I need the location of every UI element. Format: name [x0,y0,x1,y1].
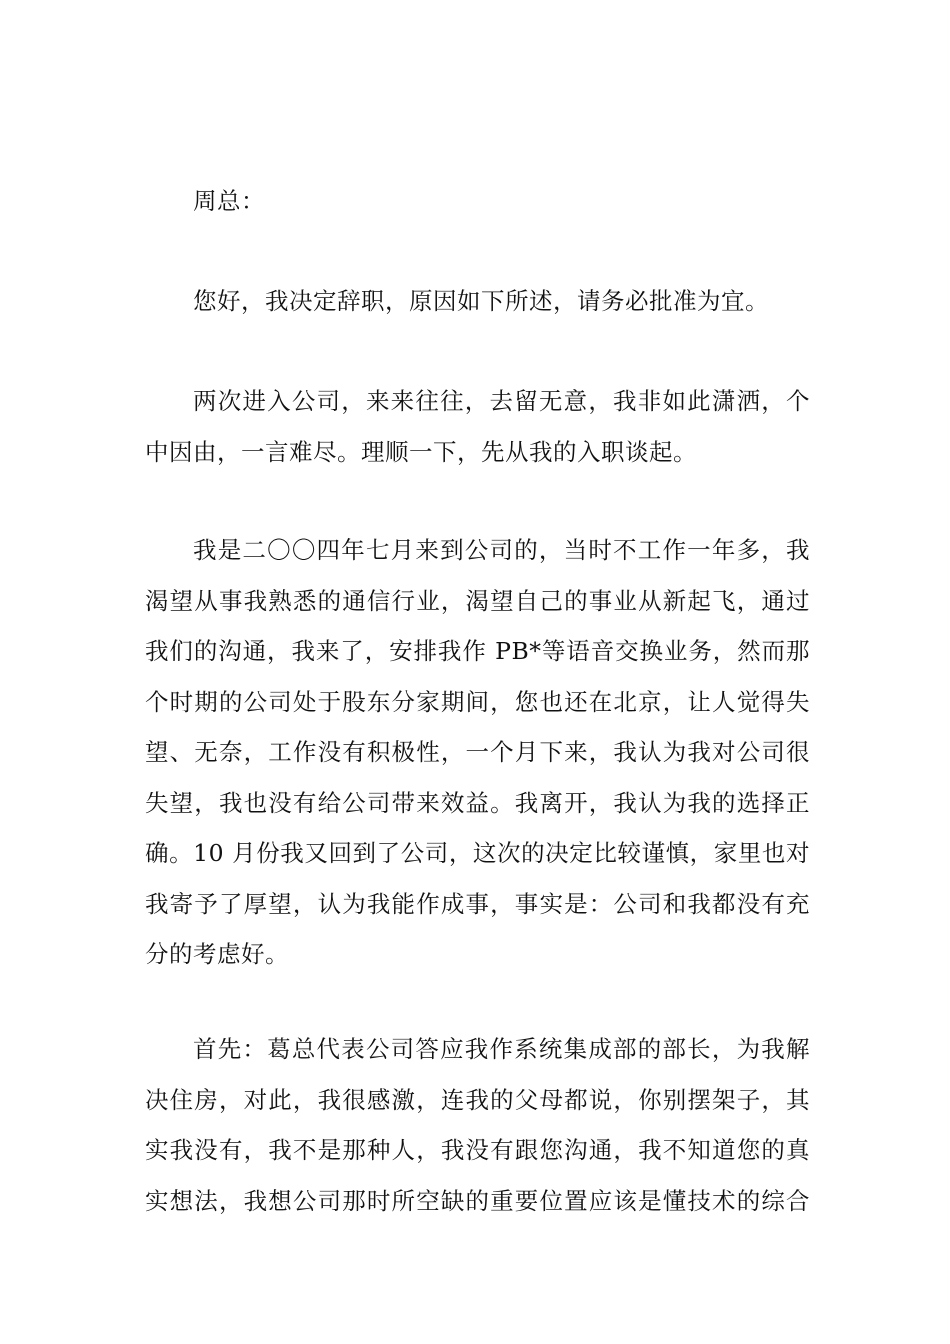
paragraph-line: 望、无奈，工作没有积极性，一个月下来，我认为我对公司很 [145,738,810,766]
paragraph-line: 两次进入公司，来来往往，去留无意，我非如此潇洒，个 [193,387,810,415]
salutation-text: 周总： [193,187,265,215]
paragraph-line: 我寄予了厚望，认为我能作成事，事实是：公司和我都没有充 [145,889,810,918]
paragraph-line: 失望，我也没有给公司带来效益。我离开，我认为我的选择正 [145,788,810,817]
paragraph-line: 个时期的公司处于股东分家期间，您也还在北京，让人觉得失 [145,687,810,716]
paragraph-3 [145,525,810,980]
paragraph-line: 决住房，对此，我很感激，连我的父母都说，你别摆架子，其 [145,1085,810,1114]
paragraph-1 [145,276,810,327]
paragraph-line: 中因由，一言难尽。理顺一下，先从我的入职谈起。 [145,437,697,466]
paragraph-line: 确。10 月份我又回到了公司，这次的决定比较谨慎，家里也对 [145,839,810,867]
paragraph-line: 首先：葛总代表公司答应我作系统集成部的部长，为我解 [193,1035,810,1063]
salutation [145,176,810,227]
paragraph-line: 实我没有，我不是那种人，我没有跟您沟通，我不知道您的真 [145,1136,810,1164]
paragraph-line: 我们的沟通，我来了，安排我作 PB*等语音交换业务，然而那 [145,637,810,665]
paragraph-line: 实想法，我想公司那时所空缺的重要位置应该是懂技术的综合 [145,1186,810,1215]
paragraph-line: 渴望从事我熟悉的通信行业，渴望自己的事业从新起飞，通过 [145,586,810,615]
paragraph-line: 我是二〇〇四年七月来到公司的，当时不工作一年多，我 [193,536,810,564]
paragraph-4 [145,1024,810,1226]
paragraph-2 [145,376,810,477]
paragraph-line: 分的考虑好。 [145,940,289,968]
paragraph-line: 您好，我决定辞职，原因如下所述，请务必批准为宜。 [193,287,769,315]
